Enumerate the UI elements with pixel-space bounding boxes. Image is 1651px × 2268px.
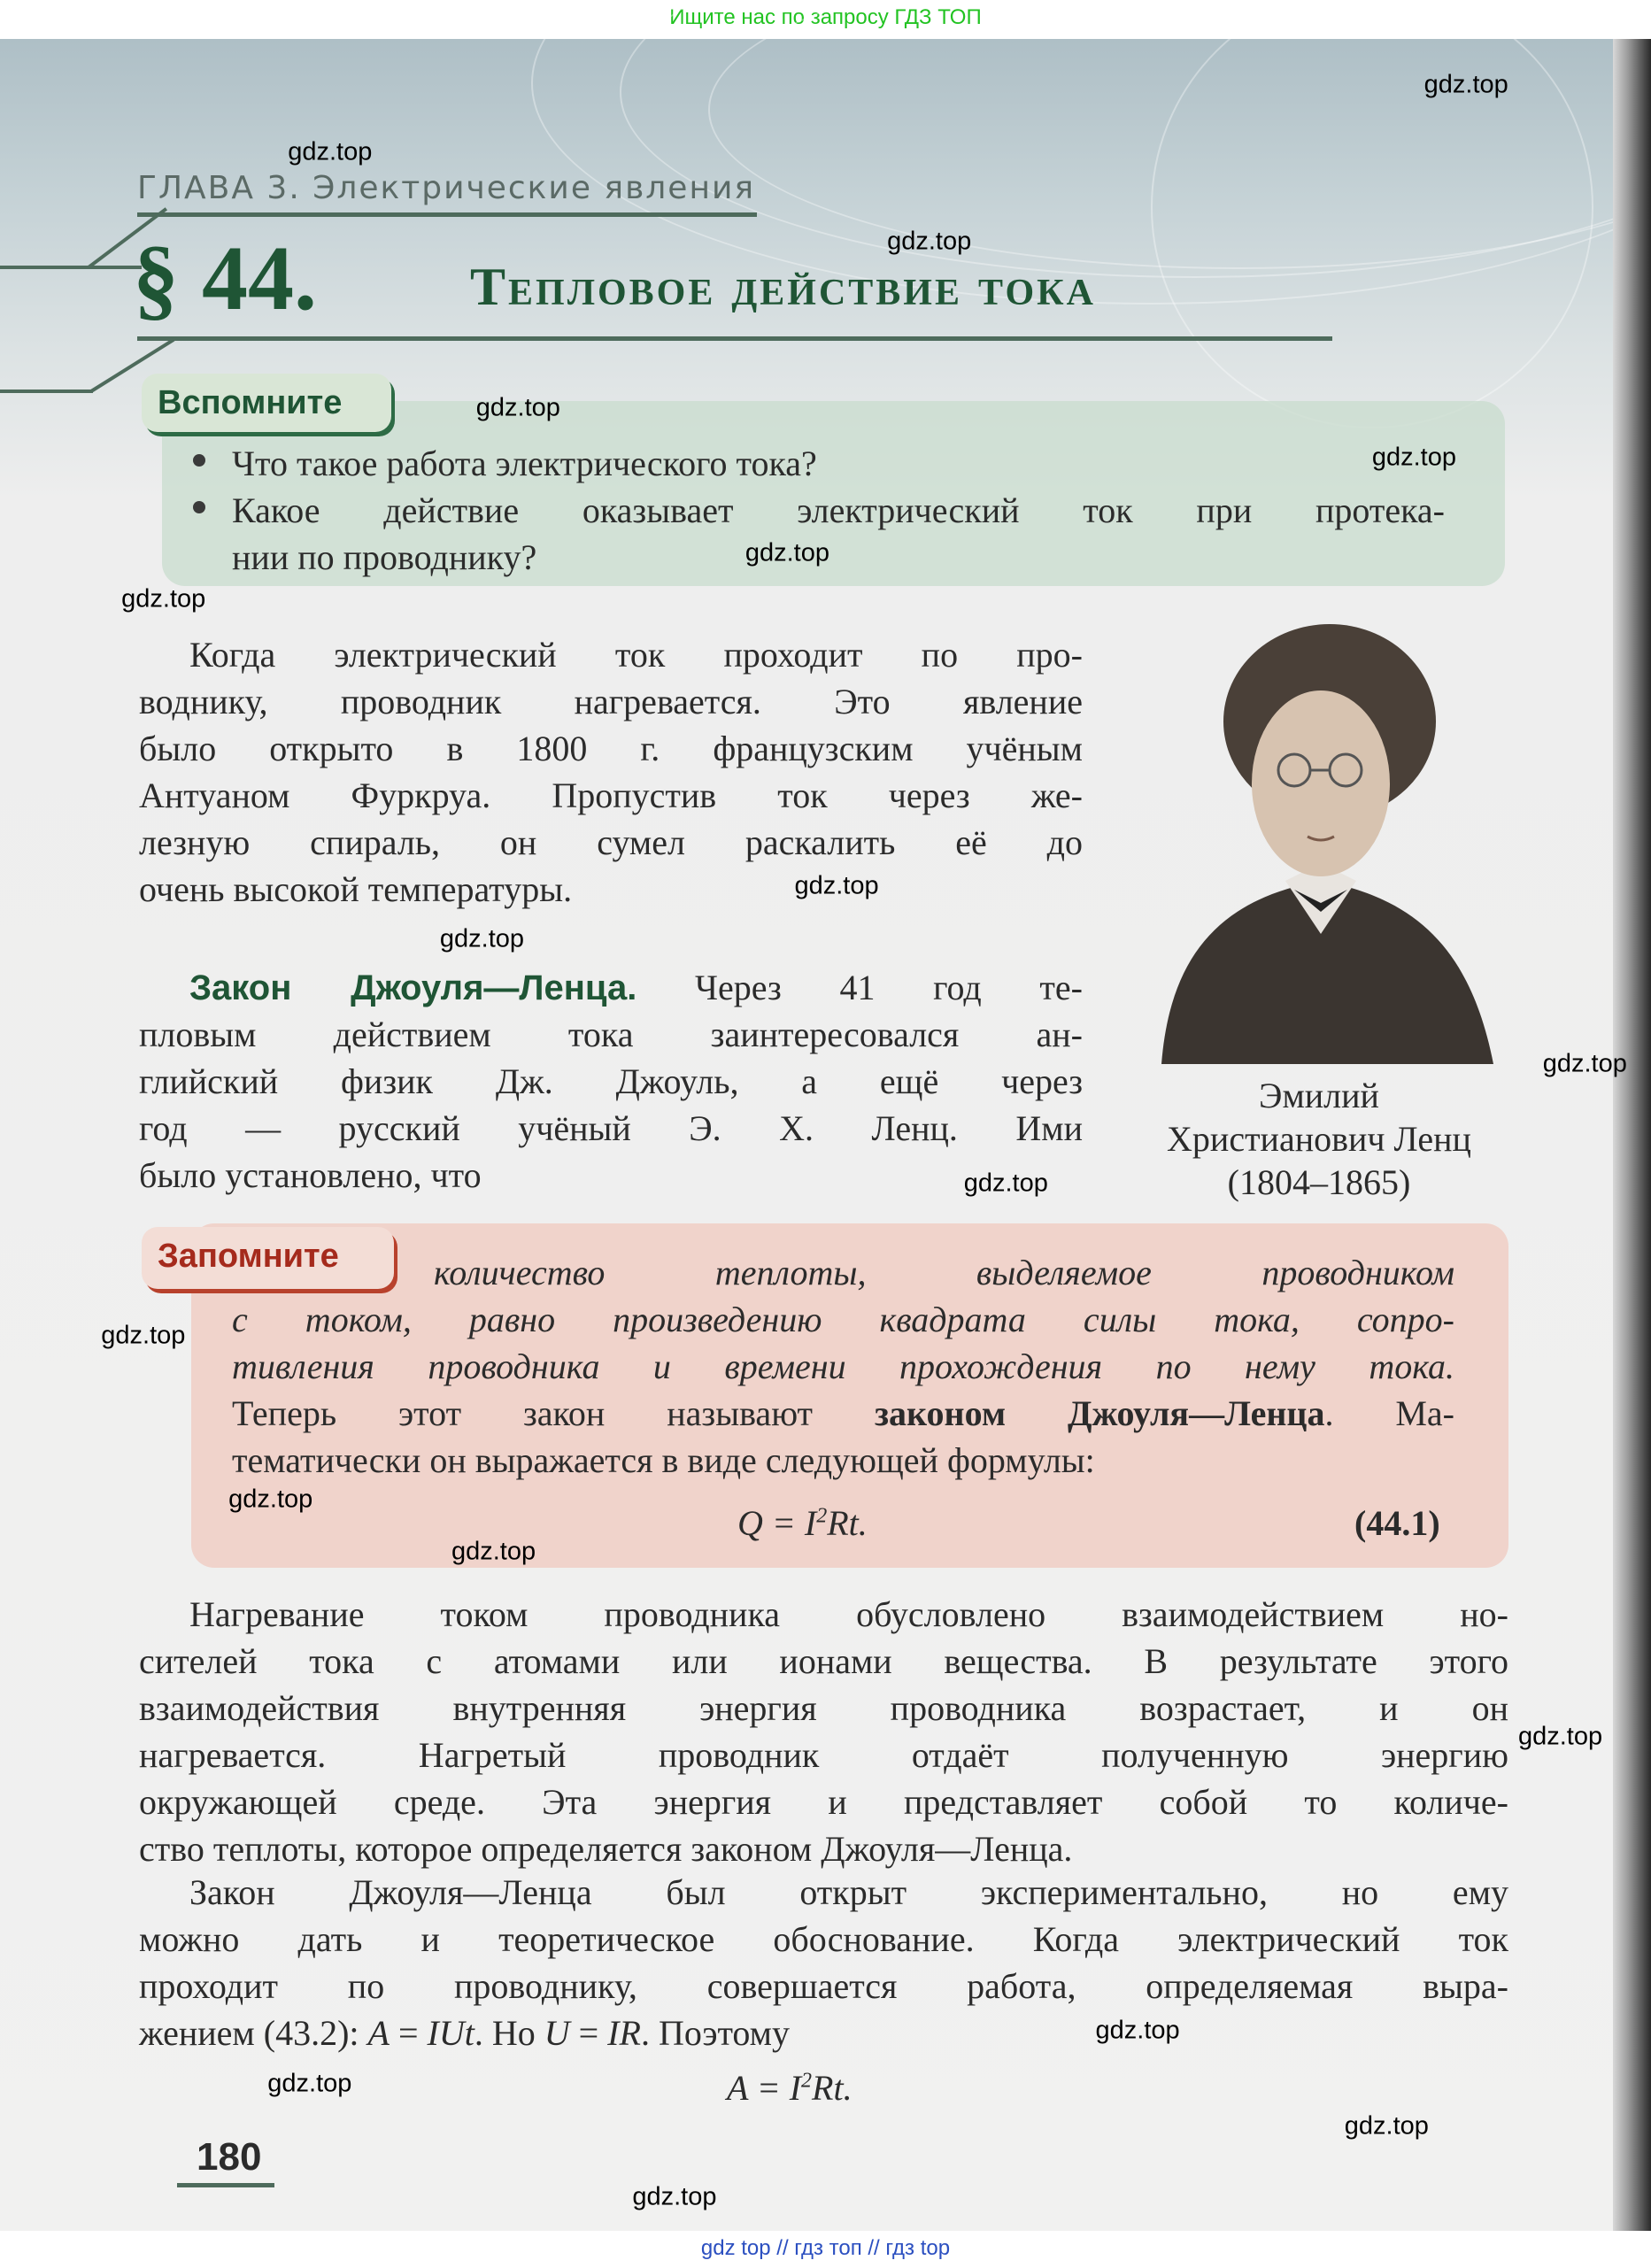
watermark: gdz.top: [1542, 1049, 1627, 1078]
bullet-icon: [193, 454, 205, 467]
text-segment: Что такое работа электрического тока?: [232, 444, 817, 483]
watermark: gdz.top: [288, 137, 373, 166]
text-line: [139, 1058, 1083, 1105]
watermark: gdz.top: [1095, 2016, 1180, 2045]
text-segment: тивления проводника и времени прохождения по нему тока.: [232, 1346, 1454, 1386]
text-segment: Нагревание током проводника обусловлено взаимодействием но-: [189, 1594, 1508, 1634]
text-segment: IUt: [427, 2013, 474, 2053]
caption-line: Христианович Ленц: [1167, 1119, 1471, 1159]
watermark: gdz.top: [1517, 1722, 1603, 1751]
formula-work: [727, 2067, 853, 2109]
watermark: gdz.top: [744, 538, 830, 567]
text-line: [139, 819, 1083, 866]
watermark: gdz.top: [1371, 443, 1456, 472]
text-segment: проходит по проводнику, совершается работа, определяемая выра-: [139, 1966, 1508, 2006]
book-spine: [1613, 39, 1651, 2231]
text-segment: нии по проводнику?: [232, 537, 537, 577]
paragraph-heating: [139, 1591, 1508, 1872]
text-segment: Закон Джоуля—Ленца.: [189, 968, 637, 1007]
text-segment: . Но: [474, 2013, 544, 2053]
watermark: gdz.top: [887, 227, 972, 256]
text-line: [139, 725, 1083, 772]
watermark: gdz.top: [963, 1169, 1048, 1198]
text-line: [232, 487, 1445, 534]
text-segment: ство теплоты, которое определяется законом Джоуля—Ленца.: [139, 1829, 1073, 1869]
divider: [137, 212, 757, 217]
paragraph-theory: [139, 1869, 1508, 2056]
text-segment: окружающей среде. Эта энергия и представляет собой то количе-: [139, 1782, 1508, 1822]
bullet-item: [232, 440, 1445, 487]
remember-label: Вспомните: [142, 374, 391, 432]
paragraph-intro: [139, 631, 1083, 913]
text-line: [232, 1437, 1454, 1484]
divider: [137, 336, 1332, 341]
text-line: [139, 1152, 1083, 1199]
text-line: [232, 1390, 1454, 1437]
bullet-icon: [193, 501, 205, 513]
chapter-heading: ГЛАВА 3. Электрические явления: [137, 170, 756, 206]
text-segment: было установлено, что: [139, 1155, 482, 1195]
text-segment: с током, равно произведению квадрата силы тока, сопро-: [232, 1300, 1454, 1339]
watermark: gdz.top: [121, 584, 206, 613]
text-line: [139, 631, 1083, 678]
formula-number: (44.1): [1354, 1503, 1440, 1543]
text-line: [232, 1296, 1454, 1343]
watermark: gdz.top: [1344, 2111, 1429, 2141]
text-line: [139, 1732, 1508, 1778]
formula-part: Rt.: [812, 2068, 853, 2108]
text-line: [139, 1011, 1083, 1058]
page-number: 180: [197, 2135, 262, 2179]
text-line: [139, 1685, 1508, 1732]
section-number: § 44.: [133, 228, 317, 329]
text-segment: U: [544, 2013, 570, 2053]
watermark: gdz.top: [632, 2182, 717, 2211]
text-line: [139, 1825, 1508, 1872]
formula-joule-lenz: [737, 1502, 868, 1544]
text-line: [139, 772, 1083, 819]
divider: [0, 390, 93, 393]
formula-part: A = I: [727, 2068, 802, 2108]
text-segment: A: [367, 2013, 390, 2053]
text-line: [232, 534, 1445, 581]
text-segment: количество теплоты, выделяемое проводником: [434, 1253, 1454, 1292]
text-segment: =: [569, 2013, 608, 2053]
watermark: gdz.top: [794, 871, 879, 900]
caption-line: Эмилий: [1259, 1076, 1379, 1115]
text-line: [139, 1916, 1508, 1963]
text-line: [139, 1638, 1508, 1685]
text-line: [139, 1963, 1508, 2010]
memo-label: Запомните: [142, 1227, 394, 1289]
text-segment: Теперь этот закон называют: [232, 1393, 875, 1433]
text-segment: Через 41 год те-: [636, 968, 1083, 1007]
watermark: gdz.top: [267, 2069, 352, 2098]
text-segment: сителей тока с атомами или ионами вещества. В результате этого: [139, 1641, 1508, 1681]
text-segment: Закон Джоуля—Ленца был открыт экспериментально, но ему: [189, 1872, 1508, 1912]
section-title: Тепловое действие тока: [470, 258, 1096, 316]
text-line: [139, 1591, 1508, 1638]
text-segment: взаимодействия внутренняя энергия проводника возрастает, и он: [139, 1688, 1508, 1728]
divider: [177, 2183, 274, 2187]
text-segment: глийский физик Дж. Джоуль, а ещё через: [139, 1061, 1083, 1101]
text-segment: год — русский учёный Э. Х. Ленц. Ими: [139, 1108, 1083, 1148]
portrait-lenz: [1144, 615, 1498, 1064]
text-line: [139, 866, 1083, 913]
text-line: [139, 1105, 1083, 1152]
formula-exponent: 2: [801, 2069, 813, 2093]
text-segment: пловым действием тока заинтересовался ан-: [139, 1014, 1083, 1054]
formula-exponent: 2: [816, 1504, 828, 1528]
paragraph-joule-lenz: [139, 964, 1083, 1199]
text-line: [139, 1778, 1508, 1825]
text-segment: Какое действие оказывает электрический ток при протека-: [232, 490, 1445, 530]
text-segment: лезную спираль, он сумел раскалить её до: [139, 822, 1083, 862]
portrait-caption: [1124, 1074, 1514, 1204]
text-line: [139, 678, 1083, 725]
text-segment: . Ма-: [1324, 1393, 1455, 1433]
formula-part: Q = I: [737, 1503, 817, 1543]
text-segment: очень высокой температуры.: [139, 869, 573, 909]
text-segment: Когда электрический ток проходит по про-: [189, 635, 1083, 675]
text-segment: . Поэтому: [640, 2013, 790, 2053]
text-segment: IR: [607, 2013, 641, 2053]
formula-part: Rt.: [827, 1503, 868, 1543]
watermark: gdz.top: [451, 1537, 536, 1566]
divider: [0, 266, 142, 269]
top-banner: Ищите нас по запросу ГДЗ ТОП: [0, 0, 1651, 39]
watermark: gdz.top: [439, 924, 525, 953]
watermark: gdz.top: [228, 1485, 313, 1514]
text-line: [232, 1343, 1454, 1390]
text-line: [139, 1869, 1508, 1916]
text-line: [232, 440, 1445, 487]
text-segment: воднику, проводник нагревается. Это явление: [139, 682, 1083, 721]
text-line: [232, 1249, 1454, 1296]
text-segment: тематически он выражается в виде следующей формулы:: [232, 1440, 1095, 1480]
text-segment: законом Джоуля—Ленца: [874, 1393, 1325, 1433]
text-line: [139, 964, 1083, 1011]
text-line: [139, 2010, 1508, 2056]
bullet-item: [232, 487, 1445, 581]
text-segment: жением (43.2):: [139, 2013, 368, 2053]
watermark: gdz.top: [101, 1321, 186, 1350]
text-segment: нагревается. Нагретый проводник отдаёт полученную энергию: [139, 1735, 1508, 1775]
caption-line: (1804–1865): [1227, 1162, 1411, 1202]
remember-bullets: [232, 440, 1445, 581]
memo-text: [232, 1249, 1454, 1484]
text-segment: Антуаном Фуркруа. Пропустив ток через же-: [139, 775, 1083, 815]
watermark: gdz.top: [1423, 70, 1508, 99]
text-segment: было открыто в 1800 г. французским учёным: [139, 729, 1083, 768]
text-segment: можно дать и теоретическое обоснование. Когда электрический ток: [139, 1919, 1508, 1959]
watermark: gdz.top: [475, 393, 560, 422]
bottom-banner: gdz top // гдз топ // гдз top: [0, 2231, 1651, 2268]
text-segment: =: [389, 2013, 428, 2053]
